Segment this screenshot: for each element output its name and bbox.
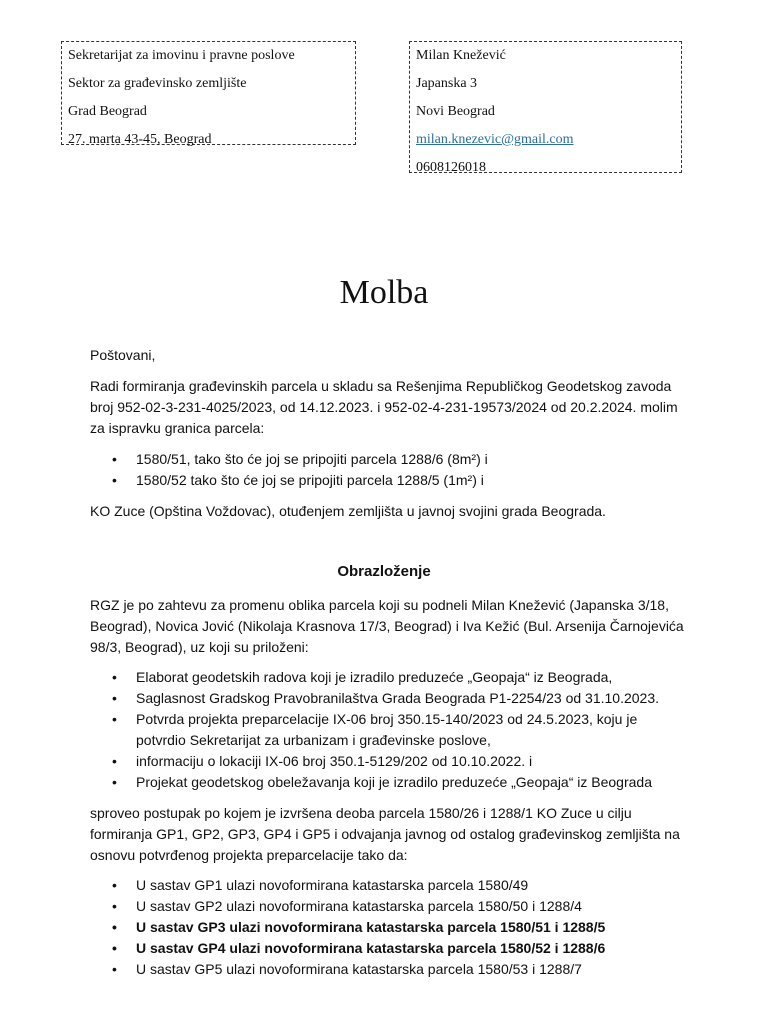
sender-line-2: Sektor za građevinsko zemljište <box>68 76 247 91</box>
procedure-paragraph: sproveo postupak po kojem je izvršena deoba parcela 1580/26 i 1288/1 KO Zuce u cilju formiranja GP1, GP2, GP3, GP4 i GP5 i odvajanja javnog od ostalog građevinskog zemljišta na osnovu potvrđenog projekta preparcelacije tako da: <box>90 805 680 863</box>
list-item: • U sastav GP1 ulazi novoformirana katastarska parcela 1580/49 <box>90 875 690 896</box>
list-item: • informaciju o lokaciji IX-06 broj 350.1-5129/202 od 10.10.2022. i <box>90 751 690 772</box>
list-item: • U sastav GP3 ulazi novoformirana katastarska parcela 1580/51 i 1288/5 <box>90 917 690 938</box>
gp-list <box>90 875 690 980</box>
list-item: • Elaborat geodetskih radova koji je izradilo preduzeće „Geopaja“ iz Beograda, <box>90 667 690 688</box>
recipient-phone: 0608126018 <box>416 160 486 175</box>
list-item: • Saglasnost Gradskog Pravobranilaštva Grada Beograda P1-2254/23 od 31.10.2023. <box>90 688 690 709</box>
request-list <box>90 449 690 491</box>
recipient-address-box <box>409 41 682 173</box>
list-item: • U sastav GP4 ulazi novoformirana katastarska parcela 1580/52 i 1288/6 <box>90 938 690 959</box>
attachments-list <box>90 667 690 793</box>
recipient-email-link[interactable]: milan.knezevic@gmail.com <box>416 132 574 147</box>
document-title: Molba <box>339 274 429 311</box>
sender-line-1: Sekretarijat za imovinu i pravne poslove <box>68 48 295 63</box>
list-item: • U sastav GP5 ulazi novoformirana katastarska parcela 1580/53 i 1288/7 <box>90 959 690 980</box>
list-item: • 1580/52 tako što će joj se pripojiti parcela 1288/5 (1m²) i <box>90 470 690 491</box>
intro-paragraph: Radi formiranja građevinskih parcela u skladu sa Rešenjima Republičkog Geodetskog zavoda broj 952-02-3-231-4025/2023, od 14.12.2023. i 952-02-4-231-19573/2024 od 20.2.2024. molim za ispravku granica parcela: <box>90 378 678 436</box>
recipient-street: Japanska 3 <box>416 76 478 91</box>
list-item: • Potvrda projekta preparcelacije IX-06 broj 350.15-140/2023 od 24.5.2023, koju je potvrdio Sekretarijat za urbanizam i građevinske poslove, <box>90 709 690 751</box>
sender-line-4: 27. marta 43-45, Beograd <box>68 132 212 147</box>
ko-line: KO Zuce (Opština Voždovac), otuđenjem zemljišta u javnoj svojini grada Beograda. <box>90 503 606 519</box>
sender-line-3: Grad Beograd <box>68 104 147 119</box>
recipient-name: Milan Knežević <box>416 48 506 63</box>
sender-address-box <box>61 41 356 145</box>
list-item: • Projekat geodetskog obeležavanja koji je izradilo preduzeće „Geopaja“ iz Beograda <box>90 772 690 793</box>
recipient-city: Novi Beograd <box>416 104 495 119</box>
section-title: Obrazloženje <box>337 563 431 580</box>
list-item: • 1580/51, tako što će joj se pripojiti parcela 1288/6 (8m²) i <box>90 449 690 470</box>
rationale-paragraph: RGZ je po zahtevu za promenu oblika parcela koji su podneli Milan Knežević (Japanska 3/18, Beograd), Novica Jović (Nikolaja Krasnova 17/3, Beograd) i Iva Kežić (Bul. Arsenija Čarnojevića 98/3, Beograd), uz koji su priloženi: <box>90 597 684 655</box>
list-item: • U sastav GP2 ulazi novoformirana katastarska parcela 1580/50 i 1288/4 <box>90 896 690 917</box>
greeting: Poštovani, <box>90 347 156 363</box>
